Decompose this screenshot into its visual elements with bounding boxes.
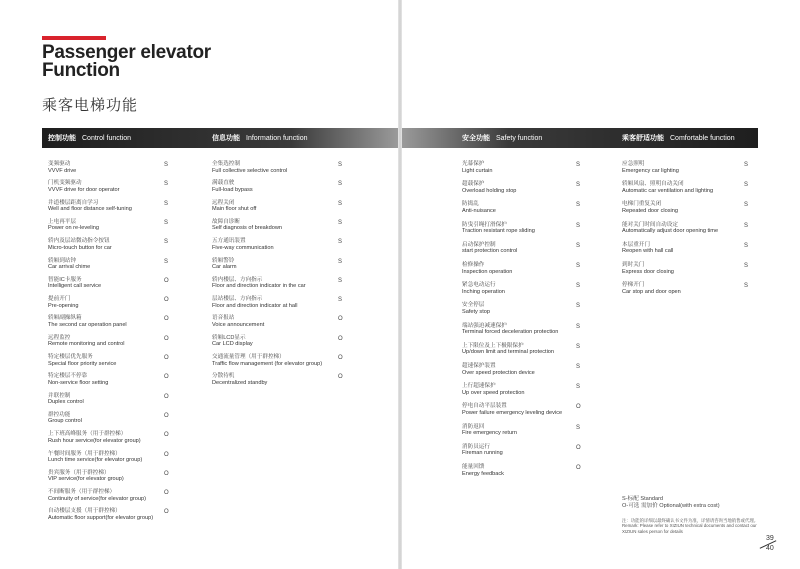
function-item-chinese: 变频驱动 [48, 161, 71, 167]
control-function-header: 控制功能 Control function [48, 135, 132, 142]
function-item-chinese: 特定楼层不停靠 [48, 373, 88, 380]
page-title [42, 44, 211, 80]
function-item-chinese: 停梯开门 [622, 282, 645, 289]
function-item-english: Reopen with hall call [622, 248, 674, 255]
availability-mark: O [338, 316, 343, 323]
function-item-english: Overload holding stop [462, 187, 517, 194]
function-item-chinese: 特定楼层优先服务 [48, 354, 93, 360]
availability-mark: S [576, 162, 581, 168]
availability-mark: O [338, 355, 343, 361]
function-item [462, 403, 562, 416]
function-item-chinese: 轿厢LCD显示 [212, 334, 246, 341]
function-item [462, 343, 554, 356]
function-item-chinese: 防曳引绳打滑保护 [462, 221, 507, 228]
availability-mark: S [164, 200, 169, 207]
availability-mark: O [338, 374, 343, 381]
function-item-english: Continuity of service(for elevator group) [48, 495, 146, 502]
function-item-chinese: 轿厢风扇、照明自动关闭 [622, 181, 684, 188]
function-item-english: Emergency car lighting [622, 167, 679, 174]
function-item-chinese: 交通流量管理（用于群控梯） [212, 354, 285, 360]
function-item-chinese: 远程监控 [48, 334, 71, 341]
function-item [622, 242, 673, 255]
function-item-english: Floor and direction indicator at hall [212, 302, 298, 309]
availability-mark: S [164, 181, 169, 188]
function-item [462, 444, 503, 457]
function-item [622, 161, 679, 174]
title-line-2: Function [42, 60, 120, 81]
page-current: 39 [766, 535, 774, 542]
function-item-chinese: 不间断服务（用于群控梯） [48, 489, 116, 496]
availability-mark: S [576, 242, 581, 249]
function-item-chinese: 远程关闭 [212, 199, 235, 206]
availability-mark: O [164, 297, 169, 304]
function-item [462, 282, 505, 295]
function-item [462, 363, 535, 376]
comfortable-function-header: 乘客舒适功能 Comfortable function [622, 135, 735, 142]
function-item [622, 201, 678, 214]
function-item [48, 489, 146, 502]
function-item-chinese: 启动保护控制 [462, 241, 496, 248]
function-item-chinese: 能量回馈 [462, 464, 485, 470]
function-item-chinese: 到时关门 [622, 262, 645, 268]
function-item-english: Energy feedback [462, 470, 504, 477]
function-item [48, 373, 108, 386]
function-item [462, 161, 492, 174]
function-item-english: Car arrival chime [48, 264, 91, 271]
function-item [212, 315, 264, 328]
availability-mark: S [576, 222, 581, 229]
function-item-chinese: 门机变频驱动 [48, 180, 82, 187]
availability-mark: S [576, 343, 581, 350]
function-item [462, 323, 558, 336]
function-item [212, 354, 322, 367]
function-item-english: Full-load bypass [212, 186, 253, 193]
function-item-english: Non-service floor setting [48, 379, 109, 386]
function-item-chinese: 轿厢副操纵箱 [48, 315, 82, 322]
function-item [48, 315, 127, 328]
function-item-chinese: 轿内及层站微动指令按钮 [48, 238, 110, 245]
function-item-chinese: 层站楼层、方向指示 [212, 296, 263, 303]
function-item-chinese: 防捣乱 [462, 201, 479, 208]
function-item-english: Up/down limit and terminal protection [462, 349, 555, 356]
availability-mark: S [338, 258, 343, 265]
function-item-chinese: 上下班高峰服务（用于群控梯） [48, 431, 127, 438]
function-item-chinese: 能对关门时间自动设定 [622, 221, 678, 228]
function-item-english: Traction resistant rope sliding [462, 228, 535, 235]
function-item-english: start protection control [462, 248, 518, 255]
function-item-english: Duplex control [48, 399, 84, 406]
function-item [48, 354, 116, 367]
remark-english: Remark: Please refer to XIZIUN technical documents and contact our XIZIUN sales person for details [622, 523, 757, 534]
function-item-chinese: 轿厢到站钟 [48, 257, 76, 264]
function-item [462, 383, 525, 396]
function-item-chinese: 本层重开门 [622, 241, 650, 248]
function-item-chinese: 紧急电动运行 [462, 282, 496, 289]
function-item-chinese: 电梯门重复关闭 [622, 201, 662, 208]
function-item-english: Automatic floor support(for elevator group) [48, 514, 154, 521]
function-item [462, 262, 512, 275]
function-item [212, 200, 256, 213]
availability-mark: S [576, 303, 581, 310]
function-item [622, 282, 681, 295]
function-item-english: Special floor priority service [48, 360, 117, 367]
availability-mark: S [164, 258, 169, 265]
information-function-header: 信息功能 Information function [212, 135, 308, 142]
function-item [462, 201, 496, 214]
page-total: 40 [766, 545, 774, 552]
function-item-english: Decentralized standby [212, 379, 268, 386]
function-item-chinese: 提前开门 [48, 296, 71, 303]
function-item-chinese: 停电自动平层装置 [462, 403, 507, 410]
availability-mark: O [164, 490, 169, 497]
availability-mark: S [164, 239, 169, 246]
function-item [622, 262, 674, 275]
availability-mark: O [164, 393, 169, 400]
availability-mark: S [338, 181, 343, 188]
availability-mark: O [164, 355, 169, 361]
availability-mark: S [744, 283, 749, 290]
function-item-english: Main floor shut off [212, 206, 257, 213]
function-item-english: Full collective selective control [212, 167, 288, 174]
function-item [48, 277, 101, 290]
availability-mark: O [164, 432, 169, 439]
function-item-english: Safety stop [462, 308, 490, 315]
availability-mark: S [744, 162, 749, 168]
function-item-english: Repeated door closing [622, 207, 678, 214]
function-item-english: Automatically adjust door opening time [622, 228, 719, 235]
availability-mark: O [576, 444, 581, 451]
function-item-chinese: 消防返回 [462, 423, 485, 430]
function-item [48, 200, 132, 213]
function-item-chinese: 自动楼层支援（用于群控梯） [48, 508, 121, 515]
title-line-1: Passenger elevator [42, 42, 211, 63]
function-item [212, 161, 287, 174]
function-item [462, 302, 490, 315]
availability-mark: S [744, 222, 749, 229]
availability-mark: S [744, 182, 749, 189]
availability-mark: S [576, 283, 581, 290]
function-item-chinese: 应急照明 [622, 161, 645, 167]
availability-mark: S [164, 162, 169, 168]
function-item-english: Self diagnosis of breakdown [212, 225, 282, 232]
function-item [462, 181, 516, 194]
function-item [48, 258, 90, 271]
availability-mark: O [164, 374, 169, 381]
availability-mark: O [576, 404, 581, 411]
availability-mark: O [576, 465, 581, 471]
function-item [462, 242, 517, 255]
function-item-english: Traffic flow management (for elevator group) [212, 360, 323, 367]
function-item [212, 180, 253, 193]
availability-mark: S [338, 219, 343, 226]
availability-mark: O [338, 335, 343, 342]
function-item [212, 219, 282, 232]
function-item [212, 277, 306, 290]
function-item-english: Fireman running [462, 450, 503, 457]
availability-mark: O [164, 316, 169, 323]
function-item-chinese: 上电再平层 [48, 218, 76, 225]
function-item-chinese: 贵宾服务（用于群控梯） [48, 469, 110, 476]
function-item [462, 222, 535, 235]
function-item-chinese: 上下限位及上下极限保护 [462, 342, 524, 349]
function-item-english: Rush hour service(for elevator group) [48, 437, 141, 444]
function-item-chinese: 满载直驶 [212, 180, 235, 187]
function-item-english: Car LCD display [212, 341, 253, 348]
function-item-chinese: 超速保护装置 [462, 363, 496, 369]
availability-mark: S [576, 364, 581, 370]
availability-mark: S [338, 239, 343, 246]
function-item-chinese: 分散待机 [212, 373, 235, 380]
function-item [212, 238, 274, 251]
availability-mark: O [164, 509, 169, 516]
availability-mark: O [164, 335, 169, 342]
availability-mark: S [576, 202, 581, 209]
availability-mark: O [164, 470, 169, 477]
availability-mark: O [164, 277, 169, 284]
function-item-chinese: 全集选控制 [212, 161, 240, 167]
availability-mark: S [744, 263, 749, 269]
function-item-chinese: 并联控制 [48, 392, 71, 399]
function-item-chinese: 语音报站 [212, 315, 235, 322]
availability-mark: S [164, 219, 169, 226]
title-accent-bar [42, 36, 106, 40]
function-item [462, 464, 504, 477]
function-item-english: Anti-nuisance [462, 207, 496, 214]
function-item [212, 296, 298, 309]
function-item [462, 424, 517, 437]
function-item-chinese: 检修操作 [462, 262, 485, 268]
function-item-chinese: 安全停层 [462, 302, 485, 309]
function-item [48, 296, 78, 309]
page-number [762, 535, 774, 552]
function-item [622, 222, 718, 235]
function-item [48, 508, 153, 521]
function-item-english: Micro-touch button for car [48, 244, 112, 251]
availability-mark: S [576, 182, 581, 189]
function-item-english: Five-way communication [212, 244, 274, 251]
function-item-chinese: 消防员运行 [462, 443, 490, 450]
remark-note [622, 518, 762, 534]
remark-chinese: 注：功能的详细以最终确认书文件为准，详情请咨询当地销售或代理。 [622, 518, 759, 523]
function-item-english: VVVF drive for door operator [48, 186, 120, 193]
function-item-chinese: 群控功能 [48, 411, 71, 418]
availability-mark: S [744, 202, 749, 209]
availability-mark: O [164, 451, 169, 458]
function-item [48, 161, 76, 174]
function-item-english: Express door closing [622, 268, 674, 275]
function-item-chinese: 智能IC卡服务 [48, 276, 82, 283]
function-item [48, 335, 125, 348]
function-item-chinese: 光幕保护 [462, 161, 485, 167]
function-item [48, 393, 84, 406]
function-item [48, 238, 112, 251]
function-item-english: VVVF drive [48, 167, 77, 174]
legend-standard: S-标配 Standard [622, 496, 664, 502]
function-item-chinese: 端站强迫减速保护 [462, 322, 507, 329]
availability-mark: S [576, 424, 581, 431]
function-item-english: Lunch time service(for elevator group) [48, 457, 143, 464]
function-item-english: VIP service(for elevator group) [48, 476, 124, 483]
legend-optional: O-可选 需加价 Optional(with extra cost) [622, 503, 720, 509]
safety-function-header: 安全功能 Safety function [462, 135, 543, 142]
function-item-english: Light curtain [462, 167, 493, 174]
function-item-english: Inspection operation [462, 268, 513, 275]
function-item-english: Floor and direction indicator in the car [212, 283, 306, 290]
function-item-chinese: 轿内楼层、方向指示 [212, 276, 263, 283]
availability-mark: S [338, 162, 343, 168]
function-item [48, 219, 99, 232]
function-item-chinese: 故障自诊断 [212, 218, 240, 225]
function-item-english: Over speed protection device [462, 369, 535, 376]
function-item-english: Group control [48, 418, 82, 425]
function-item-english: Fire emergency return [462, 430, 518, 437]
availability-mark: O [164, 412, 169, 419]
function-item-english: Power failure emergency leveling device [462, 409, 563, 416]
function-item-english: Car stop and door open [622, 288, 681, 295]
function-item-chinese: 井道楼层距离自学习 [48, 199, 99, 206]
function-item-chinese: 轿厢警铃 [212, 257, 235, 264]
function-item-chinese: 五方通讯装置 [212, 238, 246, 245]
function-item-chinese: 上行超速保护 [462, 383, 496, 390]
page-title-chinese: 乘客电梯功能 [42, 97, 139, 114]
legend [622, 496, 720, 510]
page-gutter [398, 0, 402, 569]
function-item-english: Well and floor distance self-tuning [48, 206, 132, 213]
availability-mark: S [576, 323, 581, 330]
function-item-english: Pre-opening [48, 302, 79, 309]
availability-mark: S [744, 242, 749, 249]
function-item [48, 412, 82, 425]
function-item-english: Voice announcement [212, 321, 265, 328]
function-item [48, 451, 142, 464]
function-item-english: Terminal forced deceleration protection [462, 329, 559, 336]
function-item-english: Inching operation [462, 288, 505, 295]
function-item [48, 470, 124, 483]
availability-mark: S [338, 297, 343, 304]
function-item [212, 258, 237, 271]
function-item-chinese: 午餐时间服务（用于群控梯） [48, 450, 121, 457]
function-item [212, 335, 253, 348]
function-item-english: Power on re-leveling [48, 225, 99, 232]
function-item-english: Car alarm [212, 264, 237, 271]
availability-mark: S [576, 384, 581, 391]
function-item-english: Up over speed protection [462, 389, 525, 396]
function-item-english: Remote monitoring and control [48, 341, 125, 348]
function-item-chinese: 超载保护 [462, 181, 485, 188]
function-item [622, 181, 713, 194]
availability-mark: S [338, 277, 343, 284]
availability-mark: S [576, 263, 581, 269]
function-item [48, 431, 141, 444]
availability-mark: S [338, 200, 343, 207]
function-item [48, 180, 120, 193]
function-item [212, 373, 267, 386]
function-item-english: The second car operation panel [48, 321, 127, 328]
function-item-english: Intelligent call service [48, 283, 102, 290]
function-item-english: Automatic car ventilation and lighting [622, 187, 714, 194]
